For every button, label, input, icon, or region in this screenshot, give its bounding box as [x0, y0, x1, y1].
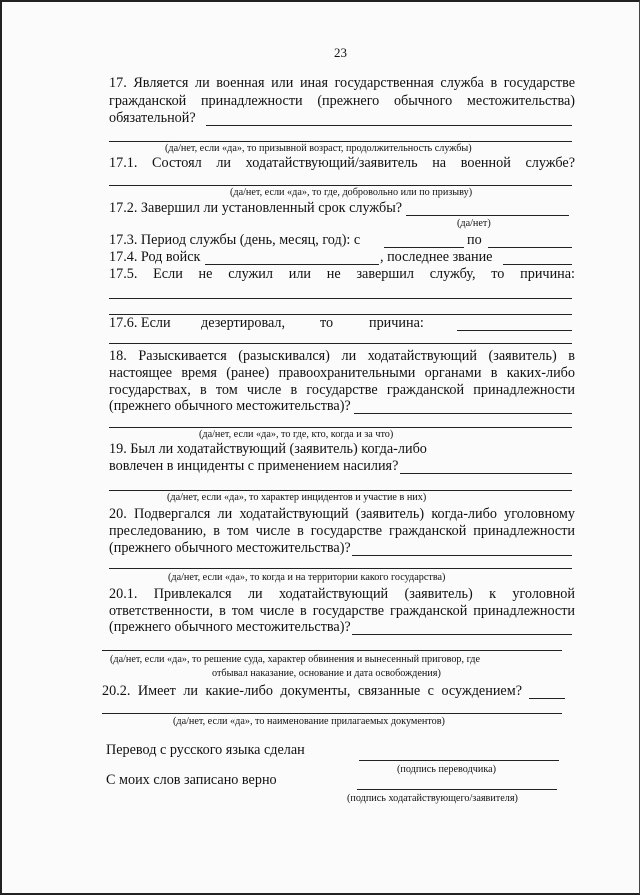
q18-line4: (прежнего обычного местожительства)?	[109, 398, 351, 414]
q17-answer-line[interactable]	[206, 125, 572, 126]
q20-1-hint2: отбывал наказание, основание и дата освобождения)	[212, 668, 441, 679]
translator-signature-line[interactable]	[359, 760, 559, 761]
q17-line2: гражданской принадлежности (прежнего обычного местожительства)	[109, 93, 575, 109]
q17-3-to-label: по	[467, 232, 482, 248]
q19-hint: (да/нет, если «да», то характер инцидентов и участие в них)	[167, 492, 427, 503]
q18-line3: государствах, в том числе в государстве гражданской принадлежности	[109, 382, 575, 398]
q20-line3: (прежнего обычного местожительства)?	[109, 540, 351, 556]
q17-5-answer-line[interactable]	[109, 298, 572, 299]
q18-answer-line[interactable]	[354, 413, 572, 414]
translator-signature-hint: (подпись переводчика)	[397, 764, 497, 775]
q17-6-word1: 17.6. Если	[109, 315, 171, 331]
q17-5-answer-line-2[interactable]	[109, 314, 572, 315]
q20-2-answer-line-2[interactable]	[102, 713, 562, 714]
translation-note: Перевод с русского языка сделан	[106, 742, 305, 758]
q17-hint: (да/нет, если «да», то призывной возраст, продолжительность службы)	[165, 143, 472, 154]
q17-3-label: 17.3. Период службы (день, месяц, год): с	[109, 232, 361, 248]
q17-line3: обязательной?	[109, 110, 196, 126]
q17-1-answer-line[interactable]	[109, 185, 572, 186]
q20-1-line3: (прежнего обычного местожительства)?	[109, 619, 351, 635]
q20-1-line1: 20.1. Привлекался ли ходатайствующий (заявитель) к уголовной	[109, 586, 575, 602]
q19-line2: вовлечен в инциденты с применением насилия?	[109, 458, 399, 474]
q17-6-answer-line[interactable]	[457, 330, 572, 331]
q18-line1: 18. Разыскивается (разыскивался) ли ходатайствующий (заявитель) в	[109, 348, 575, 364]
q17-2-line1: 17.2. Завершил ли установленный срок службы?	[109, 200, 403, 216]
q20-1-line2: ответственности, в том числе в государстве гражданской принадлежности	[109, 603, 575, 619]
q20-1-answer-line-2[interactable]	[102, 650, 562, 651]
q17-line1: 17. Является ли военная или иная государственная служба в государстве	[109, 75, 575, 91]
q19-answer-line[interactable]	[400, 473, 572, 474]
q20-1-answer-line[interactable]	[352, 634, 572, 635]
q17-6-word2: дезертировал,	[201, 315, 286, 331]
q18-answer-line-2[interactable]	[109, 427, 572, 428]
applicant-signature-line[interactable]	[357, 789, 557, 790]
q17-6-word3: то	[320, 315, 334, 331]
q18-line2: настоящее время (ранее) правоохранительными органами в каких-либо	[109, 365, 575, 381]
applicant-signature-hint: (подпись ходатайствующего/заявителя)	[347, 793, 518, 804]
q17-1-line1: 17.1. Состоял ли ходатайствующий/заявитель на военной службе?	[109, 155, 575, 171]
q20-line1: 20. Подвергался ли ходатайствующий (заявитель) когда-либо уголовному	[109, 506, 575, 522]
q17-1-hint: (да/нет, если «да», то где, добровольно или по призыву)	[230, 187, 473, 198]
service-to-field[interactable]	[488, 247, 572, 248]
page-number: 23	[334, 45, 347, 60]
q20-answer-line-2[interactable]	[109, 568, 572, 569]
q17-2-answer-line[interactable]	[406, 215, 569, 216]
q17-4-label: 17.4. Род войск	[109, 249, 201, 265]
q17-4-rank-label: , последнее звание	[380, 249, 493, 265]
service-from-field[interactable]	[384, 247, 464, 248]
q17-5-line1: 17.5. Если не служил или не завершил службу, то причина:	[109, 266, 575, 282]
recorded-correctly-note: С моих слов записано верно	[106, 772, 277, 788]
q20-2-answer-line[interactable]	[529, 698, 565, 699]
q20-line2: преследованию, в том числе в государстве гражданской принадлежности	[109, 523, 575, 539]
q18-hint: (да/нет, если «да», то где, кто, когда и за что)	[199, 429, 394, 440]
q19-line1: 19. Был ли ходатайствующий (заявитель) когда-либо	[109, 441, 427, 457]
q17-6-answer-line-2[interactable]	[109, 343, 572, 344]
q17-2-hint: (да/нет)	[457, 218, 491, 229]
q19-answer-line-2[interactable]	[109, 490, 572, 491]
q17-6-word4: причина:	[369, 315, 424, 331]
rank-field[interactable]	[503, 264, 572, 265]
q20-2-hint: (да/нет, если «да», то наименование прилагаемых документов)	[173, 716, 445, 727]
q20-1-hint1: (да/нет, если «да», то решение суда, характер обвинения и вынесенный приговор, где	[110, 654, 480, 665]
q20-2-line1: 20.2. Имеет ли какие-либо документы, связанные с осуждением?	[102, 683, 522, 699]
q20-hint: (да/нет, если «да», то когда и на территории какого государства)	[168, 572, 446, 583]
q17-answer-line-2[interactable]	[109, 141, 572, 142]
branch-field[interactable]	[205, 264, 379, 265]
q20-answer-line[interactable]	[352, 555, 572, 556]
